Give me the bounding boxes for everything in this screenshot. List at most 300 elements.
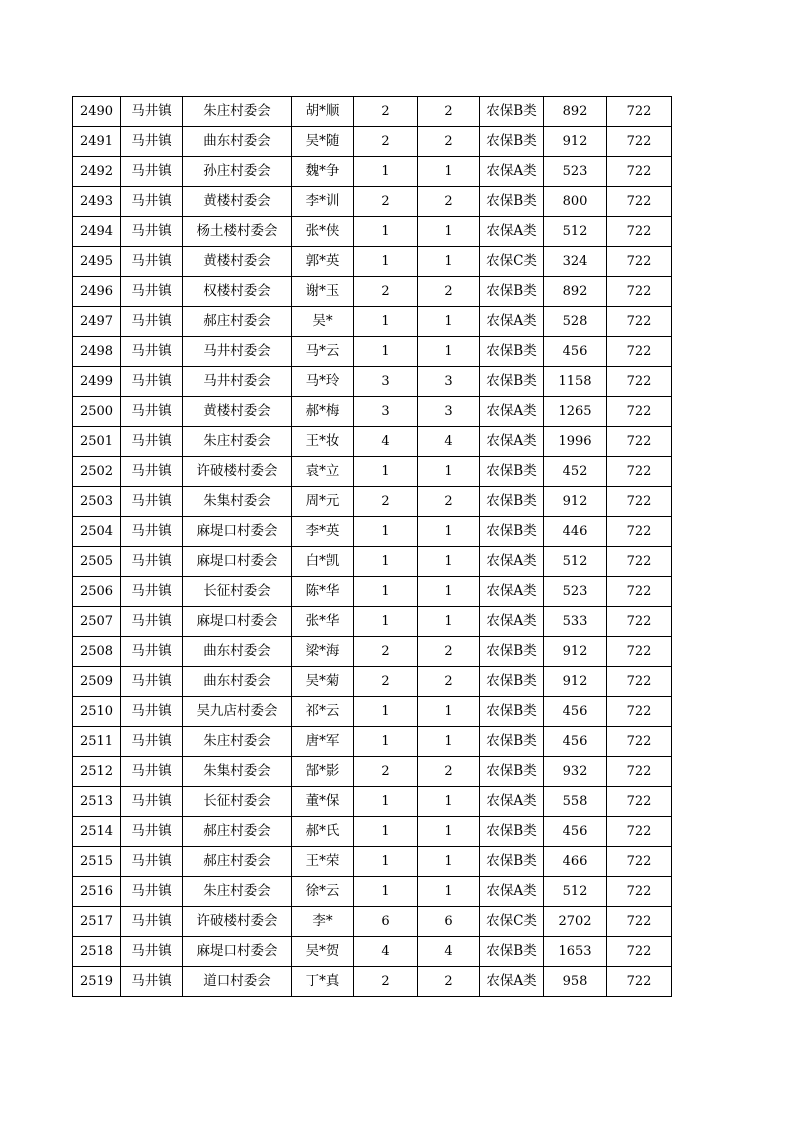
household-count-cell: 1 xyxy=(354,607,418,637)
household-count-cell: 6 xyxy=(354,907,418,937)
town-cell: 马井镇 xyxy=(121,187,183,217)
village-cell: 朱庄村委会 xyxy=(183,727,292,757)
category-cell: 农保B类 xyxy=(480,937,544,967)
town-cell: 马井镇 xyxy=(121,307,183,337)
town-cell: 马井镇 xyxy=(121,277,183,307)
household-count-cell: 1 xyxy=(354,307,418,337)
standard-cell: 722 xyxy=(607,757,672,787)
amount-cell: 456 xyxy=(544,817,607,847)
table-row xyxy=(73,967,672,997)
person-count-cell: 2 xyxy=(418,127,480,157)
village-cell: 郝庄村委会 xyxy=(183,817,292,847)
town-cell: 马井镇 xyxy=(121,907,183,937)
table-row xyxy=(73,517,672,547)
row-number: 2490 xyxy=(73,97,121,127)
household-count-cell: 2 xyxy=(354,487,418,517)
row-number: 2501 xyxy=(73,427,121,457)
village-cell: 黄楼村委会 xyxy=(183,187,292,217)
town-cell: 马井镇 xyxy=(121,157,183,187)
standard-cell: 722 xyxy=(607,367,672,397)
name-cell: 张*侠 xyxy=(292,217,354,247)
village-cell: 麻堤口村委会 xyxy=(183,937,292,967)
village-cell: 许破楼村委会 xyxy=(183,457,292,487)
category-cell: 农保A类 xyxy=(480,307,544,337)
person-count-cell: 1 xyxy=(418,877,480,907)
household-count-cell: 1 xyxy=(354,877,418,907)
name-cell: 郜*影 xyxy=(292,757,354,787)
person-count-cell: 1 xyxy=(418,157,480,187)
table-row xyxy=(73,457,672,487)
table-row xyxy=(73,337,672,367)
household-count-cell: 4 xyxy=(354,427,418,457)
name-cell: 王*妆 xyxy=(292,427,354,457)
table-row xyxy=(73,937,672,967)
category-cell: 农保A类 xyxy=(480,157,544,187)
table-row xyxy=(73,577,672,607)
village-cell: 朱庄村委会 xyxy=(183,97,292,127)
name-cell: 周*元 xyxy=(292,487,354,517)
name-cell: 马*云 xyxy=(292,337,354,367)
town-cell: 马井镇 xyxy=(121,127,183,157)
table-row xyxy=(73,427,672,457)
village-cell: 曲东村委会 xyxy=(183,667,292,697)
table-row xyxy=(73,847,672,877)
household-count-cell: 1 xyxy=(354,217,418,247)
table-row xyxy=(73,547,672,577)
row-number: 2504 xyxy=(73,517,121,547)
row-number: 2491 xyxy=(73,127,121,157)
name-cell: 丁*真 xyxy=(292,967,354,997)
amount-cell: 892 xyxy=(544,277,607,307)
household-count-cell: 1 xyxy=(354,457,418,487)
amount-cell: 533 xyxy=(544,607,607,637)
household-count-cell: 1 xyxy=(354,517,418,547)
town-cell: 马井镇 xyxy=(121,367,183,397)
amount-cell: 446 xyxy=(544,517,607,547)
person-count-cell: 6 xyxy=(418,907,480,937)
amount-cell: 1653 xyxy=(544,937,607,967)
village-cell: 长征村委会 xyxy=(183,787,292,817)
table-row xyxy=(73,187,672,217)
amount-cell: 2702 xyxy=(544,907,607,937)
name-cell: 谢*玉 xyxy=(292,277,354,307)
amount-cell: 912 xyxy=(544,487,607,517)
town-cell: 马井镇 xyxy=(121,937,183,967)
category-cell: 农保B类 xyxy=(480,337,544,367)
household-count-cell: 2 xyxy=(354,97,418,127)
amount-cell: 456 xyxy=(544,727,607,757)
row-number: 2493 xyxy=(73,187,121,217)
person-count-cell: 3 xyxy=(418,367,480,397)
row-number: 2516 xyxy=(73,877,121,907)
household-count-cell: 4 xyxy=(354,937,418,967)
row-number: 2513 xyxy=(73,787,121,817)
row-number: 2508 xyxy=(73,637,121,667)
name-cell: 吴*贺 xyxy=(292,937,354,967)
row-number: 2511 xyxy=(73,727,121,757)
standard-cell: 722 xyxy=(607,877,672,907)
table-row xyxy=(73,907,672,937)
name-cell: 郝*梅 xyxy=(292,397,354,427)
table-row xyxy=(73,697,672,727)
row-number: 2517 xyxy=(73,907,121,937)
name-cell: 吴* xyxy=(292,307,354,337)
name-cell: 徐*云 xyxy=(292,877,354,907)
person-count-cell: 1 xyxy=(418,847,480,877)
table-row xyxy=(73,607,672,637)
table-row xyxy=(73,307,672,337)
standard-cell: 722 xyxy=(607,907,672,937)
standard-cell: 722 xyxy=(607,547,672,577)
household-count-cell: 2 xyxy=(354,277,418,307)
standard-cell: 722 xyxy=(607,337,672,367)
amount-cell: 1996 xyxy=(544,427,607,457)
standard-cell: 722 xyxy=(607,637,672,667)
household-count-cell: 2 xyxy=(354,127,418,157)
household-count-cell: 1 xyxy=(354,697,418,727)
category-cell: 农保A类 xyxy=(480,787,544,817)
category-cell: 农保A类 xyxy=(480,397,544,427)
household-count-cell: 1 xyxy=(354,577,418,607)
person-count-cell: 2 xyxy=(418,487,480,517)
town-cell: 马井镇 xyxy=(121,547,183,577)
row-number: 2495 xyxy=(73,247,121,277)
name-cell: 白*凯 xyxy=(292,547,354,577)
table-row xyxy=(73,97,672,127)
row-number: 2500 xyxy=(73,397,121,427)
amount-cell: 456 xyxy=(544,337,607,367)
town-cell: 马井镇 xyxy=(121,397,183,427)
person-count-cell: 4 xyxy=(418,937,480,967)
village-cell: 朱庄村委会 xyxy=(183,877,292,907)
amount-cell: 932 xyxy=(544,757,607,787)
standard-cell: 722 xyxy=(607,787,672,817)
village-cell: 朱集村委会 xyxy=(183,757,292,787)
person-count-cell: 1 xyxy=(418,247,480,277)
village-cell: 郝庄村委会 xyxy=(183,847,292,877)
amount-cell: 512 xyxy=(544,547,607,577)
name-cell: 梁*海 xyxy=(292,637,354,667)
category-cell: 农保B类 xyxy=(480,697,544,727)
standard-cell: 722 xyxy=(607,607,672,637)
amount-cell: 528 xyxy=(544,307,607,337)
standard-cell: 722 xyxy=(607,307,672,337)
village-cell: 曲东村委会 xyxy=(183,637,292,667)
category-cell: 农保A类 xyxy=(480,547,544,577)
table-row xyxy=(73,397,672,427)
standard-cell: 722 xyxy=(607,247,672,277)
name-cell: 王*荣 xyxy=(292,847,354,877)
town-cell: 马井镇 xyxy=(121,667,183,697)
person-count-cell: 2 xyxy=(418,277,480,307)
category-cell: 农保B类 xyxy=(480,847,544,877)
category-cell: 农保C类 xyxy=(480,907,544,937)
name-cell: 唐*军 xyxy=(292,727,354,757)
row-number: 2505 xyxy=(73,547,121,577)
amount-cell: 523 xyxy=(544,577,607,607)
name-cell: 李* xyxy=(292,907,354,937)
row-number: 2499 xyxy=(73,367,121,397)
village-cell: 马井村委会 xyxy=(183,367,292,397)
category-cell: 农保B类 xyxy=(480,637,544,667)
person-count-cell: 1 xyxy=(418,517,480,547)
town-cell: 马井镇 xyxy=(121,817,183,847)
category-cell: 农保A类 xyxy=(480,967,544,997)
village-cell: 马井村委会 xyxy=(183,337,292,367)
row-number: 2494 xyxy=(73,217,121,247)
village-cell: 长征村委会 xyxy=(183,577,292,607)
name-cell: 吴*随 xyxy=(292,127,354,157)
village-cell: 麻堤口村委会 xyxy=(183,547,292,577)
person-count-cell: 1 xyxy=(418,547,480,577)
category-cell: 农保B类 xyxy=(480,457,544,487)
row-number: 2518 xyxy=(73,937,121,967)
table-row xyxy=(73,157,672,187)
town-cell: 马井镇 xyxy=(121,697,183,727)
person-count-cell: 1 xyxy=(418,217,480,247)
table-row xyxy=(73,217,672,247)
row-number: 2510 xyxy=(73,697,121,727)
standard-cell: 722 xyxy=(607,427,672,457)
village-cell: 许破楼村委会 xyxy=(183,907,292,937)
household-count-cell: 1 xyxy=(354,247,418,277)
standard-cell: 722 xyxy=(607,157,672,187)
person-count-cell: 1 xyxy=(418,307,480,337)
town-cell: 马井镇 xyxy=(121,487,183,517)
person-count-cell: 1 xyxy=(418,697,480,727)
name-cell: 郭*英 xyxy=(292,247,354,277)
town-cell: 马井镇 xyxy=(121,427,183,457)
row-number: 2514 xyxy=(73,817,121,847)
town-cell: 马井镇 xyxy=(121,247,183,277)
amount-cell: 892 xyxy=(544,97,607,127)
table-row xyxy=(73,367,672,397)
person-count-cell: 1 xyxy=(418,577,480,607)
category-cell: 农保B类 xyxy=(480,817,544,847)
standard-cell: 722 xyxy=(607,97,672,127)
amount-cell: 912 xyxy=(544,127,607,157)
amount-cell: 512 xyxy=(544,877,607,907)
household-count-cell: 2 xyxy=(354,667,418,697)
amount-cell: 466 xyxy=(544,847,607,877)
village-cell: 麻堤口村委会 xyxy=(183,607,292,637)
amount-cell: 512 xyxy=(544,217,607,247)
standard-cell: 722 xyxy=(607,937,672,967)
standard-cell: 722 xyxy=(607,457,672,487)
name-cell: 马*玲 xyxy=(292,367,354,397)
category-cell: 农保B类 xyxy=(480,367,544,397)
table-row xyxy=(73,817,672,847)
town-cell: 马井镇 xyxy=(121,757,183,787)
household-count-cell: 1 xyxy=(354,847,418,877)
row-number: 2506 xyxy=(73,577,121,607)
name-cell: 魏*争 xyxy=(292,157,354,187)
name-cell: 郝*氏 xyxy=(292,817,354,847)
town-cell: 马井镇 xyxy=(121,337,183,367)
person-count-cell: 1 xyxy=(418,607,480,637)
person-count-cell: 1 xyxy=(418,337,480,367)
name-cell: 张*华 xyxy=(292,607,354,637)
category-cell: 农保B类 xyxy=(480,127,544,157)
category-cell: 农保B类 xyxy=(480,727,544,757)
table-row xyxy=(73,487,672,517)
village-cell: 麻堤口村委会 xyxy=(183,517,292,547)
row-number: 2512 xyxy=(73,757,121,787)
person-count-cell: 2 xyxy=(418,97,480,127)
roster-table xyxy=(72,96,672,997)
standard-cell: 722 xyxy=(607,817,672,847)
category-cell: 农保B类 xyxy=(480,667,544,697)
row-number: 2498 xyxy=(73,337,121,367)
table-row xyxy=(73,877,672,907)
table-row xyxy=(73,787,672,817)
category-cell: 农保A类 xyxy=(480,577,544,607)
household-count-cell: 2 xyxy=(354,637,418,667)
standard-cell: 722 xyxy=(607,397,672,427)
name-cell: 陈*华 xyxy=(292,577,354,607)
town-cell: 马井镇 xyxy=(121,97,183,127)
name-cell: 祁*云 xyxy=(292,697,354,727)
household-count-cell: 1 xyxy=(354,157,418,187)
person-count-cell: 2 xyxy=(418,187,480,217)
category-cell: 农保B类 xyxy=(480,757,544,787)
person-count-cell: 2 xyxy=(418,967,480,997)
household-count-cell: 1 xyxy=(354,817,418,847)
table-row xyxy=(73,637,672,667)
household-count-cell: 1 xyxy=(354,727,418,757)
amount-cell: 800 xyxy=(544,187,607,217)
town-cell: 马井镇 xyxy=(121,637,183,667)
person-count-cell: 4 xyxy=(418,427,480,457)
village-cell: 道口村委会 xyxy=(183,967,292,997)
town-cell: 马井镇 xyxy=(121,847,183,877)
village-cell: 吴九店村委会 xyxy=(183,697,292,727)
person-count-cell: 1 xyxy=(418,787,480,817)
person-count-cell: 3 xyxy=(418,397,480,427)
amount-cell: 452 xyxy=(544,457,607,487)
table-row xyxy=(73,247,672,277)
household-count-cell: 1 xyxy=(354,787,418,817)
town-cell: 马井镇 xyxy=(121,607,183,637)
standard-cell: 722 xyxy=(607,127,672,157)
row-number: 2509 xyxy=(73,667,121,697)
category-cell: 农保A类 xyxy=(480,607,544,637)
name-cell: 吴*菊 xyxy=(292,667,354,697)
standard-cell: 722 xyxy=(607,727,672,757)
row-number: 2503 xyxy=(73,487,121,517)
amount-cell: 958 xyxy=(544,967,607,997)
category-cell: 农保A类 xyxy=(480,427,544,457)
person-count-cell: 1 xyxy=(418,457,480,487)
standard-cell: 722 xyxy=(607,517,672,547)
town-cell: 马井镇 xyxy=(121,517,183,547)
category-cell: 农保A类 xyxy=(480,217,544,247)
name-cell: 袁*立 xyxy=(292,457,354,487)
town-cell: 马井镇 xyxy=(121,787,183,817)
town-cell: 马井镇 xyxy=(121,457,183,487)
standard-cell: 722 xyxy=(607,187,672,217)
row-number: 2507 xyxy=(73,607,121,637)
row-number: 2492 xyxy=(73,157,121,187)
household-count-cell: 2 xyxy=(354,187,418,217)
household-count-cell: 3 xyxy=(354,367,418,397)
village-cell: 黄楼村委会 xyxy=(183,247,292,277)
town-cell: 马井镇 xyxy=(121,727,183,757)
standard-cell: 722 xyxy=(607,577,672,607)
village-cell: 孙庄村委会 xyxy=(183,157,292,187)
amount-cell: 324 xyxy=(544,247,607,277)
name-cell: 李*训 xyxy=(292,187,354,217)
name-cell: 董*保 xyxy=(292,787,354,817)
category-cell: 农保B类 xyxy=(480,187,544,217)
household-count-cell: 3 xyxy=(354,397,418,427)
household-count-cell: 1 xyxy=(354,547,418,577)
standard-cell: 722 xyxy=(607,217,672,247)
person-count-cell: 2 xyxy=(418,637,480,667)
village-cell: 朱庄村委会 xyxy=(183,427,292,457)
category-cell: 农保B类 xyxy=(480,517,544,547)
amount-cell: 1265 xyxy=(544,397,607,427)
row-number: 2496 xyxy=(73,277,121,307)
amount-cell: 912 xyxy=(544,637,607,667)
village-cell: 朱集村委会 xyxy=(183,487,292,517)
village-cell: 黄楼村委会 xyxy=(183,397,292,427)
category-cell: 农保B类 xyxy=(480,277,544,307)
amount-cell: 1158 xyxy=(544,367,607,397)
town-cell: 马井镇 xyxy=(121,877,183,907)
row-number: 2502 xyxy=(73,457,121,487)
town-cell: 马井镇 xyxy=(121,217,183,247)
standard-cell: 722 xyxy=(607,967,672,997)
table-row xyxy=(73,667,672,697)
name-cell: 胡*顺 xyxy=(292,97,354,127)
standard-cell: 722 xyxy=(607,487,672,517)
town-cell: 马井镇 xyxy=(121,577,183,607)
row-number: 2515 xyxy=(73,847,121,877)
roster-body xyxy=(73,97,672,997)
village-cell: 权楼村委会 xyxy=(183,277,292,307)
amount-cell: 523 xyxy=(544,157,607,187)
amount-cell: 912 xyxy=(544,667,607,697)
person-count-cell: 1 xyxy=(418,727,480,757)
town-cell: 马井镇 xyxy=(121,967,183,997)
person-count-cell: 1 xyxy=(418,817,480,847)
village-cell: 曲东村委会 xyxy=(183,127,292,157)
category-cell: 农保B类 xyxy=(480,487,544,517)
person-count-cell: 2 xyxy=(418,757,480,787)
category-cell: 农保C类 xyxy=(480,247,544,277)
household-count-cell: 2 xyxy=(354,967,418,997)
row-number: 2497 xyxy=(73,307,121,337)
table-row xyxy=(73,277,672,307)
standard-cell: 722 xyxy=(607,277,672,307)
table-row xyxy=(73,757,672,787)
person-count-cell: 2 xyxy=(418,667,480,697)
household-count-cell: 2 xyxy=(354,757,418,787)
household-count-cell: 1 xyxy=(354,337,418,367)
table-row xyxy=(73,727,672,757)
amount-cell: 456 xyxy=(544,697,607,727)
village-cell: 郝庄村委会 xyxy=(183,307,292,337)
table-row xyxy=(73,127,672,157)
standard-cell: 722 xyxy=(607,847,672,877)
row-number: 2519 xyxy=(73,967,121,997)
category-cell: 农保B类 xyxy=(480,97,544,127)
category-cell: 农保A类 xyxy=(480,877,544,907)
standard-cell: 722 xyxy=(607,667,672,697)
standard-cell: 722 xyxy=(607,697,672,727)
village-cell: 杨土楼村委会 xyxy=(183,217,292,247)
